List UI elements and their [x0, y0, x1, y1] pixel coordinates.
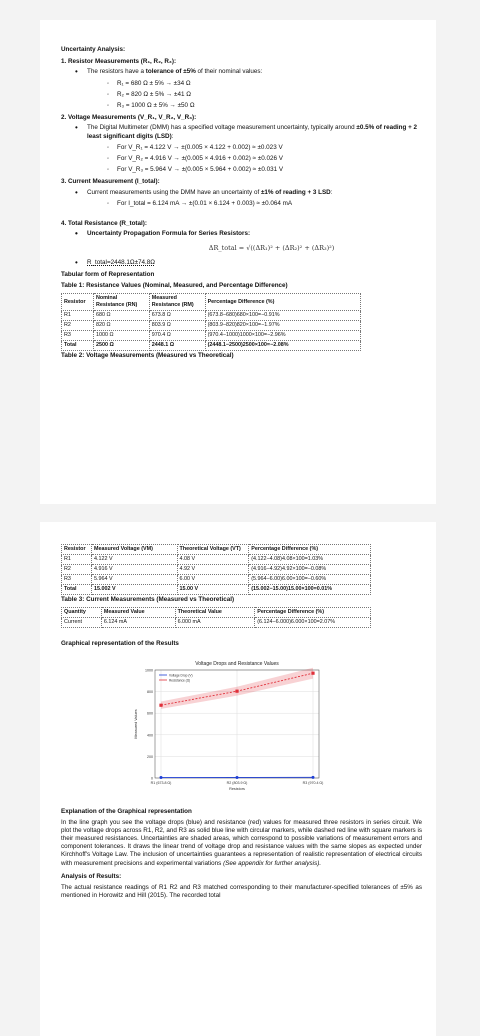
table-header: Percentage Difference (%) [255, 608, 371, 618]
table-header-row [62, 545, 371, 555]
table-cell: Current [62, 618, 102, 628]
table-header: Theoretical Value [175, 608, 255, 618]
section-1-item: ◦ R₃ = 1000 Ω ± 5% → ±50 Ω [61, 102, 422, 110]
table-cell: 15.00 V [177, 585, 249, 595]
x-tick-label: R1 (673.8 Ω) [150, 781, 172, 786]
section-3-bullet: • Current measurements using the DMM have an uncertainty of ±1% of reading + 3 LSD: [61, 189, 422, 197]
table-row-total [62, 341, 361, 351]
explanation-heading: Explanation of the Graphical representation [61, 808, 192, 816]
data-point [159, 704, 162, 707]
y-tick-label: 1000 [145, 668, 153, 673]
table-1-caption: Table 1: Resistance Values (Nominal, Measured, and Percentage Difference) [61, 282, 288, 290]
table-cell: R3 [62, 575, 92, 585]
table-cell: R1 [62, 555, 92, 565]
table-cell: 673.8 Ω [149, 311, 205, 321]
table-cell: 2500 Ω [93, 341, 149, 351]
tabular-title: Tabular form of Representation [61, 270, 155, 278]
table-cell: (4.122−4.08)4.08×100=1.03% [249, 555, 371, 565]
table-header: Resistor [62, 545, 92, 555]
table-cell: (15.002−15.00)15.00×100=0.01% [249, 585, 371, 595]
explanation-paragraph: In the line graph you see the voltage drops (blue) and resistance (red) values for measured three resistors in series circuit. We plot the voltage drops across R1, R2, and R3 as solid blue line with circular markers, while dashed red line with square markers is their measured resistances. Uncertainties are shaded areas, which correspond to possible variations of measurement errors and component tolerances. It draws the linear trend of voltage drop and resistance values with the same slopes as expected under Kirchhoff's Voltage Law. The inclusion of uncertainties guarantees a representation of realistic representation of electrical circuits with measurement precisions and experimental variations (See appendix for further analysis). [61, 818, 422, 867]
table-row [62, 565, 371, 575]
y-tick-label: 600 [147, 712, 153, 717]
data-point [160, 776, 163, 779]
current-table [61, 607, 371, 628]
voltage-resistance-chart [127, 654, 327, 804]
table-header: Nominal Resistance (RN) [93, 294, 149, 311]
table-cell: 6.000 mA [175, 618, 255, 628]
data-point [312, 776, 315, 779]
table-cell: R2 [62, 321, 94, 331]
legend-entry: Voltage Drop (V) [169, 673, 193, 678]
x-tick-label: R2 (803.9 Ω) [226, 781, 248, 786]
data-point [311, 672, 314, 675]
section-2-item: ◦ For V_R₃ = 5.964 V → ±(0.005 × 5.964 + 0.002) ≈ ±0.031 V [61, 166, 422, 174]
table-cell: Total [62, 341, 94, 351]
section-2-item: ◦ For V_R₂ = 4.916 V → ±(0.005 × 4.916 + 0.002) ≈ ±0.026 V [61, 155, 422, 163]
table-row [62, 618, 371, 628]
graph-heading: Graphical representation of the Results [61, 640, 179, 648]
document-page-2 [40, 522, 436, 1036]
table-row [62, 575, 371, 585]
section-1-title: 1. Resistor Measurements (R₁, R₂, R₃): [61, 58, 177, 66]
table-row-total [62, 585, 371, 595]
table-cell: 6.124 mA [101, 618, 175, 628]
table-cell: 15.002 V [91, 585, 177, 595]
table-header: Measured Voltage (VM) [91, 545, 177, 555]
y-axis-label: Measured Values [134, 709, 138, 740]
table-cell: 4.916 V [91, 565, 177, 575]
table-header-row [62, 294, 361, 311]
section-4-bullet: • Uncertainty Propagation Formula for Series Resistors: [61, 230, 422, 238]
table-row [62, 331, 361, 341]
table-cell: R2 [62, 565, 92, 575]
table-cell: R3 [62, 331, 94, 341]
y-tick-label: 0 [151, 776, 153, 781]
x-axis-label: Resistors [229, 787, 245, 792]
table-header: Percentage Difference (%) [249, 545, 371, 555]
x-tick-label: R3 (970.4 Ω) [302, 781, 324, 786]
section-1-bullet: • The resistors have a tolerance of ±5% of their nominal values: [61, 68, 422, 76]
table-header: Percentage Difference (%) [205, 294, 360, 311]
propagation-formula: ΔR_total = √((ΔR₁)² + (ΔR₂)² + (ΔR₃)²) [208, 244, 335, 253]
section-2-title: 2. Voltage Measurements (V_R₁, V_R₂, V_R₃): [61, 114, 197, 122]
table-cell: (803.9−820)820×100=−1.97% [205, 321, 360, 331]
voltage-table [61, 544, 371, 595]
table-cell: (4.916−4.92)4.92×100=−0.08% [249, 565, 371, 575]
section-2-item: ◦ For V_R₁ = 4.122 V → ±(0.005 × 4.122 + 0.002) ≈ ±0.023 V [61, 144, 422, 152]
table-cell: 820 Ω [93, 321, 149, 331]
chart-title: Voltage Drops and Resistance Values [195, 661, 279, 668]
table-row [62, 555, 371, 565]
table-header: Theoretical Voltage (VT) [177, 545, 249, 555]
y-tick-label: 400 [147, 733, 153, 738]
y-tick-label: 200 [147, 755, 153, 760]
resistance-table [61, 293, 361, 351]
total-resistance-result: • R_total=2448.1Ω±74.8Ω [61, 259, 422, 267]
section-3-title: 3. Current Measurement (I_total): [61, 178, 160, 186]
table-3-caption: Table 3: Current Measurements (Measured vs Theoretical) [61, 596, 235, 603]
analysis-heading: Analysis of Results: [61, 872, 122, 880]
table-cell: 803.9 Ω [149, 321, 205, 331]
table-cell: Total [62, 585, 92, 595]
section-3-item: ◦ For I_total = 6.124 mA → ±(0.01 × 6.124 + 0.003) ≈ ±0.064 mA [61, 200, 422, 208]
section-4-title: 4. Total Resistance (R_total): [61, 220, 147, 228]
table-cell: (673.8−680)680×100=−0.91% [205, 311, 360, 321]
table-header-row [62, 608, 371, 618]
table-header: Resistor [62, 294, 94, 311]
data-point [235, 690, 238, 693]
table-row [62, 311, 361, 321]
table-cell: 1000 Ω [93, 331, 149, 341]
y-tick-label: 800 [147, 690, 153, 695]
section-1-item: ◦ R₂ = 820 Ω ± 5% → ±41 Ω [61, 91, 422, 99]
table-cell: 2448.1 Ω [149, 341, 205, 351]
table-row [62, 321, 361, 331]
analysis-paragraph: The actual resistance readings of R1 R2 and R3 matched corresponding to their manufacturer-specified tolerances of ±5% as mentioned in Horowitz and Hill (2015). The recorded total [61, 884, 422, 900]
table-cell: 680 Ω [93, 311, 149, 321]
table-cell: (6.124−6.000)6.000×100=2.07% [255, 618, 371, 628]
table-header: Measured Resistance (RM) [149, 294, 205, 311]
document-page-1 [40, 20, 436, 504]
table-cell: (5.964−6.00)6.00×100=−0.60% [249, 575, 371, 585]
table-cell: 4.122 V [91, 555, 177, 565]
table-2-caption: Table 2: Voltage Measurements (Measured vs Theoretical) [61, 352, 234, 360]
table-cell: 6.00 V [177, 575, 249, 585]
section-2-bullet: • The Digital Multimeter (DMM) has a specified voltage measurement uncertainty, typically around ±0.5% of reading + 2 least significant digits (LSD): [61, 124, 422, 140]
table-cell: 4.92 V [177, 565, 249, 575]
table-header: Quantity [62, 608, 102, 618]
section-1-item: ◦ R₁ = 680 Ω ± 5% → ±34 Ω [61, 80, 422, 88]
table-header: Measured Value [101, 608, 175, 618]
data-point [236, 776, 239, 779]
table-cell: 4.08 V [177, 555, 249, 565]
uncertainty-heading: Uncertainty Analysis: [61, 46, 126, 53]
legend-entry: Resistance (Ω) [169, 678, 191, 683]
table-cell: R1 [62, 311, 94, 321]
table-cell: 5.964 V [91, 575, 177, 585]
table-cell: 970.4 Ω [149, 331, 205, 341]
table-cell: (970.4−1000)1000×100=−2.96% [205, 331, 360, 341]
table-cell: (2448.1−2500)2500×100=−2.08% [205, 341, 360, 351]
